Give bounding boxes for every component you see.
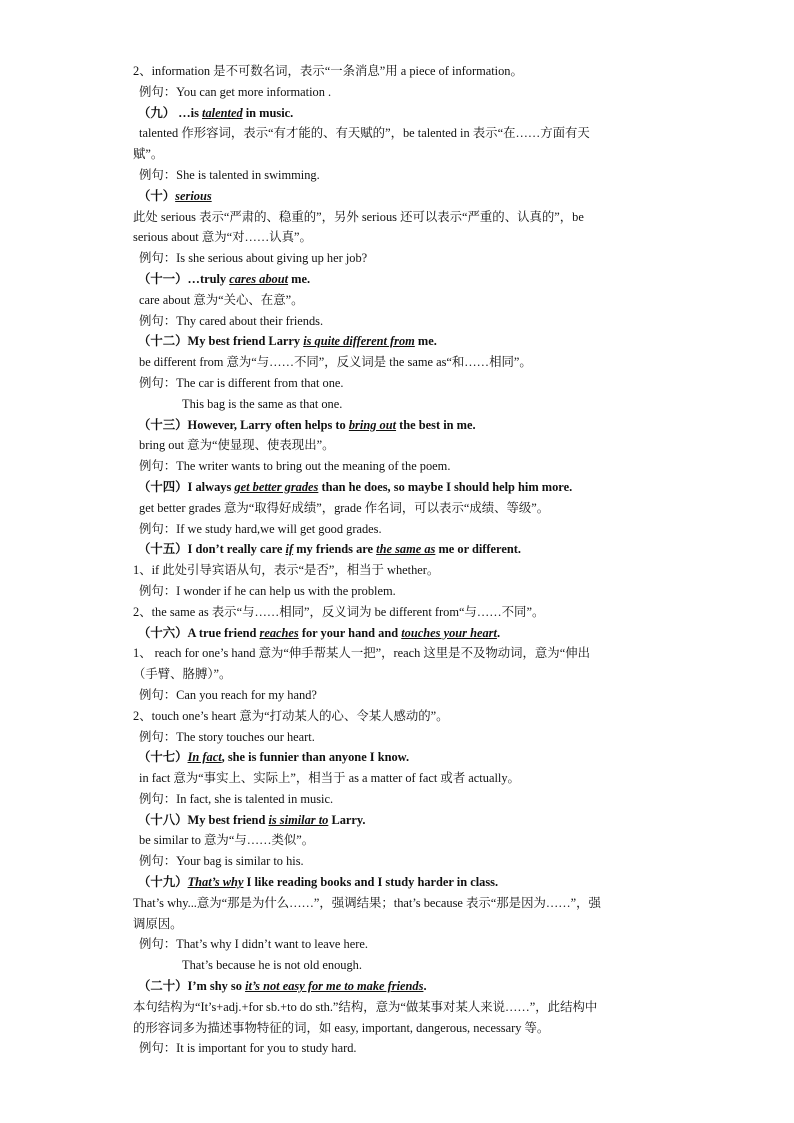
text-segment: me or different. [435, 542, 521, 557]
text-segment: （手臂、胳膊）”。 [133, 667, 232, 682]
text-segment: for your hand and [298, 625, 402, 640]
text-segment: 2、information 是不可数名词，表示“一条消息”用 a piece of information。 [133, 64, 523, 78]
text-segment: Larry. [328, 812, 366, 827]
text-segment: 2、touch one’s heart 意为“打动某人的心、令某人感动的”。 [133, 708, 449, 723]
text-segment: bring out 意为“使显现、使表现出”。 [139, 438, 335, 453]
text-line [133, 144, 663, 165]
text-segment: 此处 serious 表示“严肃的、稳重的”，另外 serious 还可以表示“严重的、认真的”，be [133, 209, 584, 224]
text-segment: （十五）I don’t really care [138, 542, 286, 557]
text-line [133, 82, 663, 103]
text-segment: . [423, 979, 427, 994]
text-line [133, 61, 663, 82]
text-line [133, 602, 663, 623]
text-line [133, 248, 663, 269]
section-heading [133, 103, 663, 124]
text-segment: get better grades 意为“取得好成绩”，grade 作名词，可以表示“成绩、等级”。 [139, 500, 550, 515]
text-segment: 例句：Can you reach for my hand? [139, 687, 317, 702]
text-segment: （十八）My best friend [138, 812, 269, 827]
section-heading [133, 623, 663, 644]
text-line [133, 352, 663, 373]
key-phrase: bring out [348, 417, 397, 432]
text-line [133, 435, 663, 456]
text-segment: （十） [138, 188, 176, 203]
section-heading [133, 976, 663, 997]
key-phrase: reaches [259, 625, 299, 640]
text-segment: be similar to 意为“与……类似”。 [139, 833, 315, 848]
text-segment: I like reading books and I study harder in class. [243, 875, 499, 890]
text-segment: 例句：If we study hard,we will get good grades. [139, 521, 382, 536]
section-heading [133, 269, 663, 290]
text-line [133, 727, 663, 748]
text-line [133, 851, 663, 872]
text-segment: （十七） [138, 750, 188, 765]
text-segment: 例句：It is important for you to study hard. [139, 1041, 357, 1056]
key-phrase: the same as [376, 542, 436, 557]
text-segment: 例句：I wonder if he can help us with the problem. [139, 583, 396, 598]
text-line [133, 893, 663, 914]
key-phrase: cares about [229, 271, 289, 286]
key-phrase: get better grades [234, 479, 319, 494]
key-phrase: it’s not easy for me to make friends [245, 979, 424, 994]
text-segment: 例句：The car is different from that one. [139, 375, 344, 390]
text-segment: 例句：In fact, she is talented in music. [139, 791, 334, 806]
text-segment: , she is funnier than anyone I know. [221, 750, 410, 765]
text-line [133, 581, 663, 602]
text-line [133, 227, 663, 248]
text-segment: 例句：The story touches our heart. [139, 729, 315, 744]
text-segment: That’s because he is not old enough. [182, 958, 362, 973]
key-phrase: talented [202, 105, 243, 120]
section-heading [133, 539, 663, 560]
text-line [133, 498, 663, 519]
text-segment: 1、 reach for one’s hand 意为“伸手帮某人一把”，reach 这里是不及物动词，意为“伸出 [133, 646, 590, 661]
section-heading [133, 810, 663, 831]
text-line [133, 311, 663, 332]
text-line [133, 165, 663, 186]
section-heading [133, 415, 663, 436]
text-segment: 例句：Your bag is similar to his. [139, 854, 304, 869]
document-body [133, 61, 663, 1059]
key-phrase: is quite different from [303, 334, 415, 349]
text-segment: 例句：The writer wants to bring out the meaning of the poem. [139, 459, 451, 474]
key-phrase: In fact [187, 750, 222, 765]
text-segment: （十九） [138, 875, 188, 890]
key-phrase: touches your heart [401, 625, 497, 640]
text-segment: 调原因。 [133, 916, 183, 931]
text-segment: （二十）I’m shy so [138, 979, 246, 994]
text-segment: my friends are [293, 542, 377, 557]
text-line [133, 997, 663, 1018]
section-heading [133, 747, 663, 768]
text-segment: （十二）My best friend Larry [138, 334, 304, 349]
text-segment: care about 意为“关心、在意”。 [139, 292, 304, 307]
section-heading [133, 331, 663, 352]
text-line [133, 643, 663, 664]
text-segment: in music. [242, 105, 294, 120]
text-segment: . [496, 625, 501, 640]
text-line [133, 1038, 663, 1059]
text-line [133, 373, 663, 394]
text-line [133, 685, 663, 706]
text-line [133, 934, 663, 955]
section-heading [133, 872, 663, 893]
text-segment: 的形容词多为描述事物特征的词，如 easy, important, dangerous, necessary 等。 [133, 1020, 550, 1035]
text-segment: 例句：That’s why I didn’t want to leave here. [139, 937, 368, 952]
text-segment: 例句：She is talented in swimming. [139, 167, 320, 182]
key-phrase: That’s why [187, 875, 244, 890]
text-segment: the best in me. [396, 417, 476, 432]
text-segment: me. [288, 271, 311, 286]
text-line [133, 706, 663, 727]
text-segment: 例句：Thy cared about their friends. [139, 313, 324, 328]
text-line [133, 955, 663, 976]
text-segment: 例句：You can get more information . [139, 84, 332, 99]
text-segment: 赋”。 [133, 147, 164, 162]
text-segment: 例句：Is she serious about giving up her job? [139, 251, 368, 266]
text-line [133, 789, 663, 810]
text-segment: （十六）A true friend [138, 625, 260, 640]
text-segment: 本句结构为“It’s+adj.+for sb.+to do sth.”结构，意为“做某事对某人来说……”，此结构中 [133, 999, 598, 1014]
text-line [133, 1018, 663, 1039]
text-line [133, 519, 663, 540]
text-segment: 2、the same as 表示“与……相同”，反义词为 be different from“与……不同”。 [133, 604, 545, 619]
text-line [133, 456, 663, 477]
text-segment: 1、if 此处引导宾语从句，表示“是否”，相当于 whether。 [133, 563, 440, 578]
text-segment: （十一）…truly [138, 271, 230, 286]
text-line [133, 207, 663, 228]
section-heading [133, 477, 663, 498]
text-line [133, 560, 663, 581]
key-phrase: if [285, 542, 294, 557]
text-line [133, 123, 663, 144]
section-heading [133, 186, 663, 207]
text-line [133, 664, 663, 685]
text-segment: （九） …is [138, 105, 203, 120]
text-line [133, 394, 663, 415]
key-phrase: serious [175, 188, 212, 203]
text-segment: talented 作形容词，表示“有才能的、有天赋的”，be talented in 表示“在……方面有天 [139, 126, 590, 141]
text-segment: This bag is the same as that one. [182, 396, 343, 411]
key-phrase: is similar to [268, 812, 329, 827]
text-line [133, 830, 663, 851]
text-segment: serious about 意为“对……认真”。 [133, 230, 312, 245]
text-segment: That’s why...意为“那是为什么……”，强调结果；that’s because 表示“那是因为……”，强 [133, 895, 601, 910]
text-segment: than he does, so maybe I should help him more. [318, 479, 573, 494]
text-line [133, 914, 663, 935]
text-segment: in fact 意为“事实上、实际上”，相当于 as a matter of fact 或者 actually。 [139, 771, 520, 786]
text-segment: （十三）However, Larry often helps to [138, 417, 349, 432]
text-segment: be different from 意为“与……不同”，反义词是 the same as“和……相同”。 [139, 355, 532, 370]
text-segment: me. [414, 334, 437, 349]
text-segment: （十四）I always [138, 479, 235, 494]
text-line [133, 768, 663, 789]
text-line [133, 290, 663, 311]
